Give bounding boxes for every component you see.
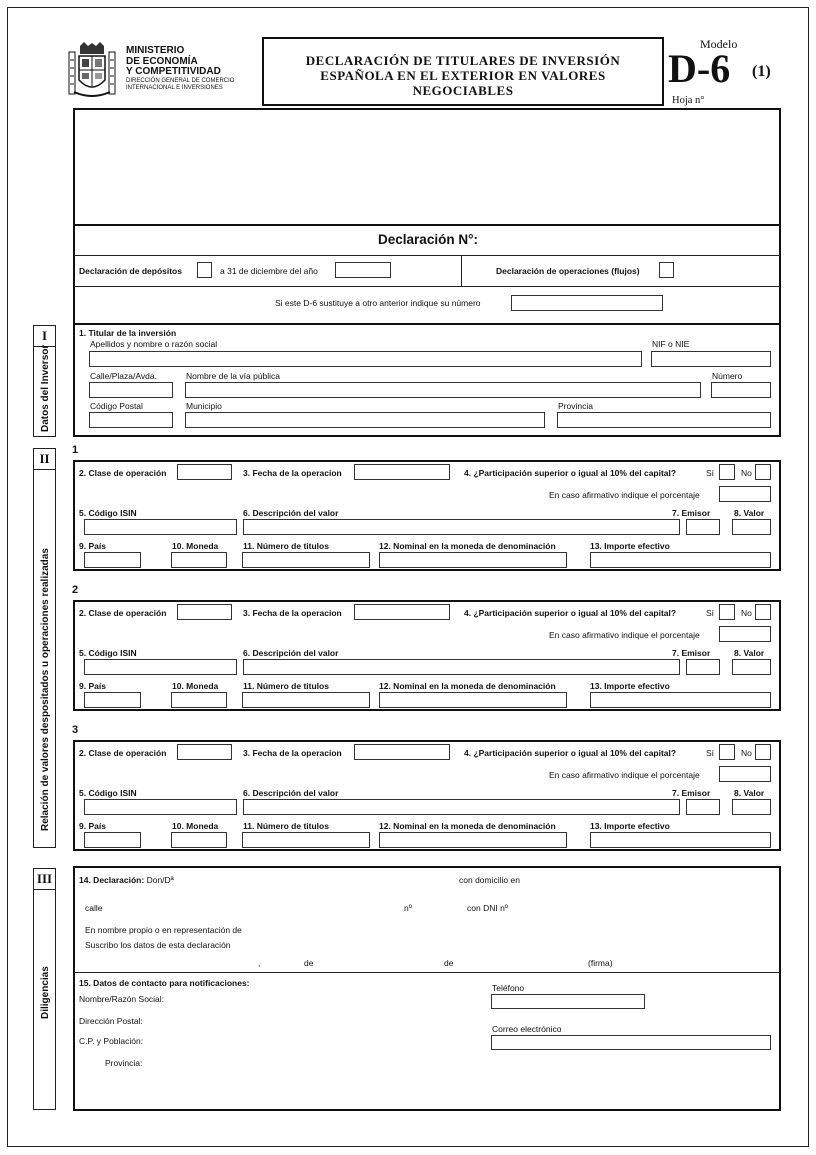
numero-input[interactable] <box>711 382 771 398</box>
calle-decl-label: calle <box>85 903 103 913</box>
declaracion-14-label: 14. Declaración: <box>79 875 145 885</box>
suscribo-label: Suscribo los datos de esta declaración <box>85 940 231 950</box>
modelo-note: (1) <box>752 63 771 80</box>
valor-input[interactable] <box>732 659 771 675</box>
pais-label: 9. País <box>79 821 106 831</box>
ministry-line-2: DE ECONOMÍA <box>126 55 198 67</box>
moneda-label: 10. Moneda <box>172 541 219 551</box>
ministry-line-3: Y COMPETITIVIDAD <box>126 66 221 77</box>
moneda-label: 10. Moneda <box>172 681 219 691</box>
section-3-box <box>73 866 781 1111</box>
sustituye-label: Si este D-6 sustituye a otro anterior indique su número <box>275 298 481 308</box>
direccion-postal-label: Dirección Postal: <box>79 1016 143 1026</box>
isin-input[interactable] <box>84 519 237 535</box>
dni-label: con DNI nº <box>467 903 508 913</box>
clase-operacion-input[interactable] <box>177 744 232 760</box>
operation-number: 1 <box>72 444 79 456</box>
pais-label: 9. País <box>79 681 106 691</box>
participacion-no-label: No <box>741 468 752 478</box>
section-3-roman: III <box>36 871 53 886</box>
operaciones-label: Declaración de operaciones (flujos) <box>496 266 640 276</box>
titulos-input[interactable] <box>242 832 370 848</box>
importe-label: 13. Importe efectivo <box>590 541 670 551</box>
fecha-operacion-input[interactable] <box>354 744 450 760</box>
declaration-number-label: Declaración N°: <box>378 232 478 247</box>
cp-label: Código Postal <box>90 401 143 411</box>
telefono-label: Teléfono <box>492 983 525 993</box>
municipio-input[interactable] <box>185 412 545 428</box>
provincia-contacto-label: Provincia: <box>105 1058 143 1068</box>
nif-input[interactable] <box>651 351 771 367</box>
section-2-roman: II <box>39 451 50 466</box>
participacion-label: 4. ¿Participación superior o igual al 10% del capital? <box>464 748 677 758</box>
valor-label: 8. Valor <box>734 788 765 798</box>
titulos-label: 11. Número de titulos <box>243 821 329 831</box>
contacto-label: 15. Datos de contacto para notificaciones: <box>79 978 250 988</box>
depositos-label: Declaración de depósitos <box>79 266 182 276</box>
emisor-label: 7. Emisor <box>672 788 711 798</box>
pais-input[interactable] <box>84 692 141 708</box>
descripcion-input[interactable] <box>243 799 680 815</box>
clase-operacion-input[interactable] <box>177 604 232 620</box>
fecha-operacion-label: 3. Fecha de la operacion <box>243 748 342 758</box>
importe-input[interactable] <box>590 552 771 568</box>
titulos-label: 11. Número de titulos <box>243 681 329 691</box>
fecha-operacion-label: 3. Fecha de la operacion <box>243 608 342 618</box>
nominal-label: 12. Nominal en la moneda de denominación <box>379 541 556 551</box>
fecha-anio-label: a 31 de diciembre del año <box>220 266 318 276</box>
correo-input[interactable] <box>491 1035 771 1050</box>
participacion-no-checkbox[interactable] <box>755 464 771 480</box>
clase-operacion-label: 2. Clase de operación <box>79 748 167 758</box>
porcentaje-input[interactable] <box>719 626 771 642</box>
correo-label: Correo electrónico <box>492 1024 562 1034</box>
section-1-title: Datos del Inversor <box>40 344 51 432</box>
via-input[interactable] <box>185 382 701 398</box>
pais-label: 9. País <box>79 541 106 551</box>
porcentaje-label: En caso afirmativo indique el porcentaje <box>549 490 700 500</box>
nombre-razon-label: Nombre/Razón Social: <box>79 994 165 1004</box>
importe-label: 13. Importe efectivo <box>590 821 670 831</box>
fecha-operacion-label: 3. Fecha de la operacion <box>243 468 342 478</box>
moneda-input[interactable] <box>171 552 227 568</box>
clase-operacion-label: 2. Clase de operación <box>79 468 167 478</box>
domicilio-label: con domicilio en <box>459 875 520 885</box>
apellidos-label: Apellidos y nombre o razón social <box>90 339 218 349</box>
moneda-input[interactable] <box>171 832 227 848</box>
importe-label: 13. Importe efectivo <box>590 681 670 691</box>
government-crest-logo <box>66 42 118 100</box>
valor-input[interactable] <box>732 519 771 535</box>
titular-label: 1. Titular de la inversión <box>79 328 177 338</box>
valor-label: 8. Valor <box>734 648 765 658</box>
section-3-side-panel <box>33 868 56 1110</box>
ministry-sub-line-2: INTERNACIONAL E INVERSIONES <box>126 84 223 91</box>
clase-operacion-input[interactable] <box>177 464 232 480</box>
section-2-title: Relación de valores despositados u operaciones realizadas <box>40 548 51 831</box>
clase-operacion-label: 2. Clase de operación <box>79 608 167 618</box>
participacion-no-checkbox[interactable] <box>755 744 771 760</box>
section-1-side-panel <box>33 325 56 437</box>
participacion-no-label: No <box>741 608 752 618</box>
descripcion-input[interactable] <box>243 659 680 675</box>
operaciones-checkbox[interactable] <box>659 262 674 278</box>
section-2-side-panel <box>33 448 56 848</box>
numero-label: Número <box>712 371 743 381</box>
participacion-si-label: Sí <box>706 468 715 478</box>
isin-input[interactable] <box>84 799 237 815</box>
don-label: Don/Dª <box>146 875 174 885</box>
n-decl-label: nº <box>404 903 412 913</box>
participacion-si-checkbox[interactable] <box>719 464 735 480</box>
importe-input[interactable] <box>590 832 771 848</box>
operation-number: 2 <box>72 584 79 596</box>
isin-input[interactable] <box>84 659 237 675</box>
porcentaje-label: En caso afirmativo indique el porcentaje <box>549 770 700 780</box>
cp-input[interactable] <box>89 412 173 428</box>
descripcion-label: 6. Descripción del valor <box>243 508 339 518</box>
porcentaje-input[interactable] <box>719 486 771 502</box>
section-3-title: Diligencias <box>40 966 51 1019</box>
ministry-line-1: MINISTERIO <box>126 45 185 56</box>
firma-label: (firma) <box>588 958 613 968</box>
modelo-code: D-6 <box>668 46 731 91</box>
cp-poblacion-label: C.P. y Población: <box>79 1036 144 1046</box>
apellidos-input[interactable] <box>89 351 642 367</box>
participacion-label: 4. ¿Participación superior o igual al 10% del capital? <box>464 468 677 478</box>
fecha-comma: , <box>258 958 261 968</box>
valor-label: 8. Valor <box>734 508 765 518</box>
operation-number: 3 <box>72 724 79 736</box>
moneda-label: 10. Moneda <box>172 821 219 831</box>
importe-input[interactable] <box>590 692 771 708</box>
sustituye-numero-input[interactable] <box>511 295 663 311</box>
porcentaje-label: En caso afirmativo indique el porcentaje <box>549 630 700 640</box>
descripcion-input[interactable] <box>243 519 680 535</box>
fecha-operacion-input[interactable] <box>354 604 450 620</box>
ministry-sub-line-1: DIRECCIÓN GENERAL DE COMERCIO <box>126 77 235 84</box>
participacion-no-checkbox[interactable] <box>755 604 771 620</box>
pais-input[interactable] <box>84 552 141 568</box>
participacion-si-checkbox[interactable] <box>719 744 735 760</box>
municipio-label: Municipio <box>186 401 222 411</box>
section-1-roman: I <box>41 328 48 343</box>
representacion-label: En nombre propio o en representación de <box>85 925 242 935</box>
form-title-box <box>262 37 664 106</box>
form-title-line-2: ESPAÑOLA EN EL EXTERIOR EN VALORES <box>320 68 606 83</box>
participacion-si-label: Sí <box>706 748 715 758</box>
participacion-label: 4. ¿Participación superior o igual al 10% del capital? <box>464 608 677 618</box>
participacion-si-checkbox[interactable] <box>719 604 735 620</box>
emisor-input[interactable] <box>686 519 720 535</box>
valor-input[interactable] <box>732 799 771 815</box>
telefono-input[interactable] <box>491 994 645 1009</box>
emisor-input[interactable] <box>686 659 720 675</box>
titulos-input[interactable] <box>242 552 370 568</box>
fecha-de-1: de <box>304 958 314 968</box>
porcentaje-input[interactable] <box>719 766 771 782</box>
titulos-label: 11. Número de titulos <box>243 541 329 551</box>
isin-label: 5. Código ISIN <box>79 648 137 658</box>
ministry-name <box>126 46 234 92</box>
emisor-label: 7. Emisor <box>672 648 711 658</box>
provincia-input[interactable] <box>557 412 771 428</box>
emisor-input[interactable] <box>686 799 720 815</box>
emisor-label: 7. Emisor <box>672 508 711 518</box>
fecha-operacion-input[interactable] <box>354 464 450 480</box>
depositos-checkbox[interactable] <box>197 262 212 278</box>
declaration-box <box>73 108 781 325</box>
calle-tipo-label: Calle/Plaza/Avda. <box>90 371 157 381</box>
form-title-line-3: NEGOCIABLES <box>412 83 514 98</box>
nominal-label: 12. Nominal en la moneda de denominación <box>379 821 556 831</box>
moneda-input[interactable] <box>171 692 227 708</box>
participacion-si-label: Sí <box>706 608 715 618</box>
via-label: Nombre de la vía pública <box>186 371 281 381</box>
nif-label: NIF o NIE <box>652 339 690 349</box>
provincia-label: Provincia <box>558 401 593 411</box>
nominal-input[interactable] <box>379 552 567 568</box>
anio-input[interactable] <box>335 262 391 278</box>
nominal-input[interactable] <box>379 832 567 848</box>
modelo-label: Modelo <box>700 37 738 51</box>
titulos-input[interactable] <box>242 692 370 708</box>
isin-label: 5. Código ISIN <box>79 508 137 518</box>
declaracion-14-line <box>79 875 174 885</box>
form-title-line-1: DECLARACIÓN DE TITULARES DE INVERSIÓN <box>305 53 621 68</box>
nominal-label: 12. Nominal en la moneda de denominación <box>379 681 556 691</box>
isin-label: 5. Código ISIN <box>79 788 137 798</box>
pais-input[interactable] <box>84 832 141 848</box>
fecha-de-2: de <box>444 958 454 968</box>
descripcion-label: 6. Descripción del valor <box>243 788 339 798</box>
descripcion-label: 6. Descripción del valor <box>243 648 339 658</box>
participacion-no-label: No <box>741 748 752 758</box>
hoja-label: Hoja n° <box>672 95 705 106</box>
calle-tipo-input[interactable] <box>89 382 173 398</box>
nominal-input[interactable] <box>379 692 567 708</box>
